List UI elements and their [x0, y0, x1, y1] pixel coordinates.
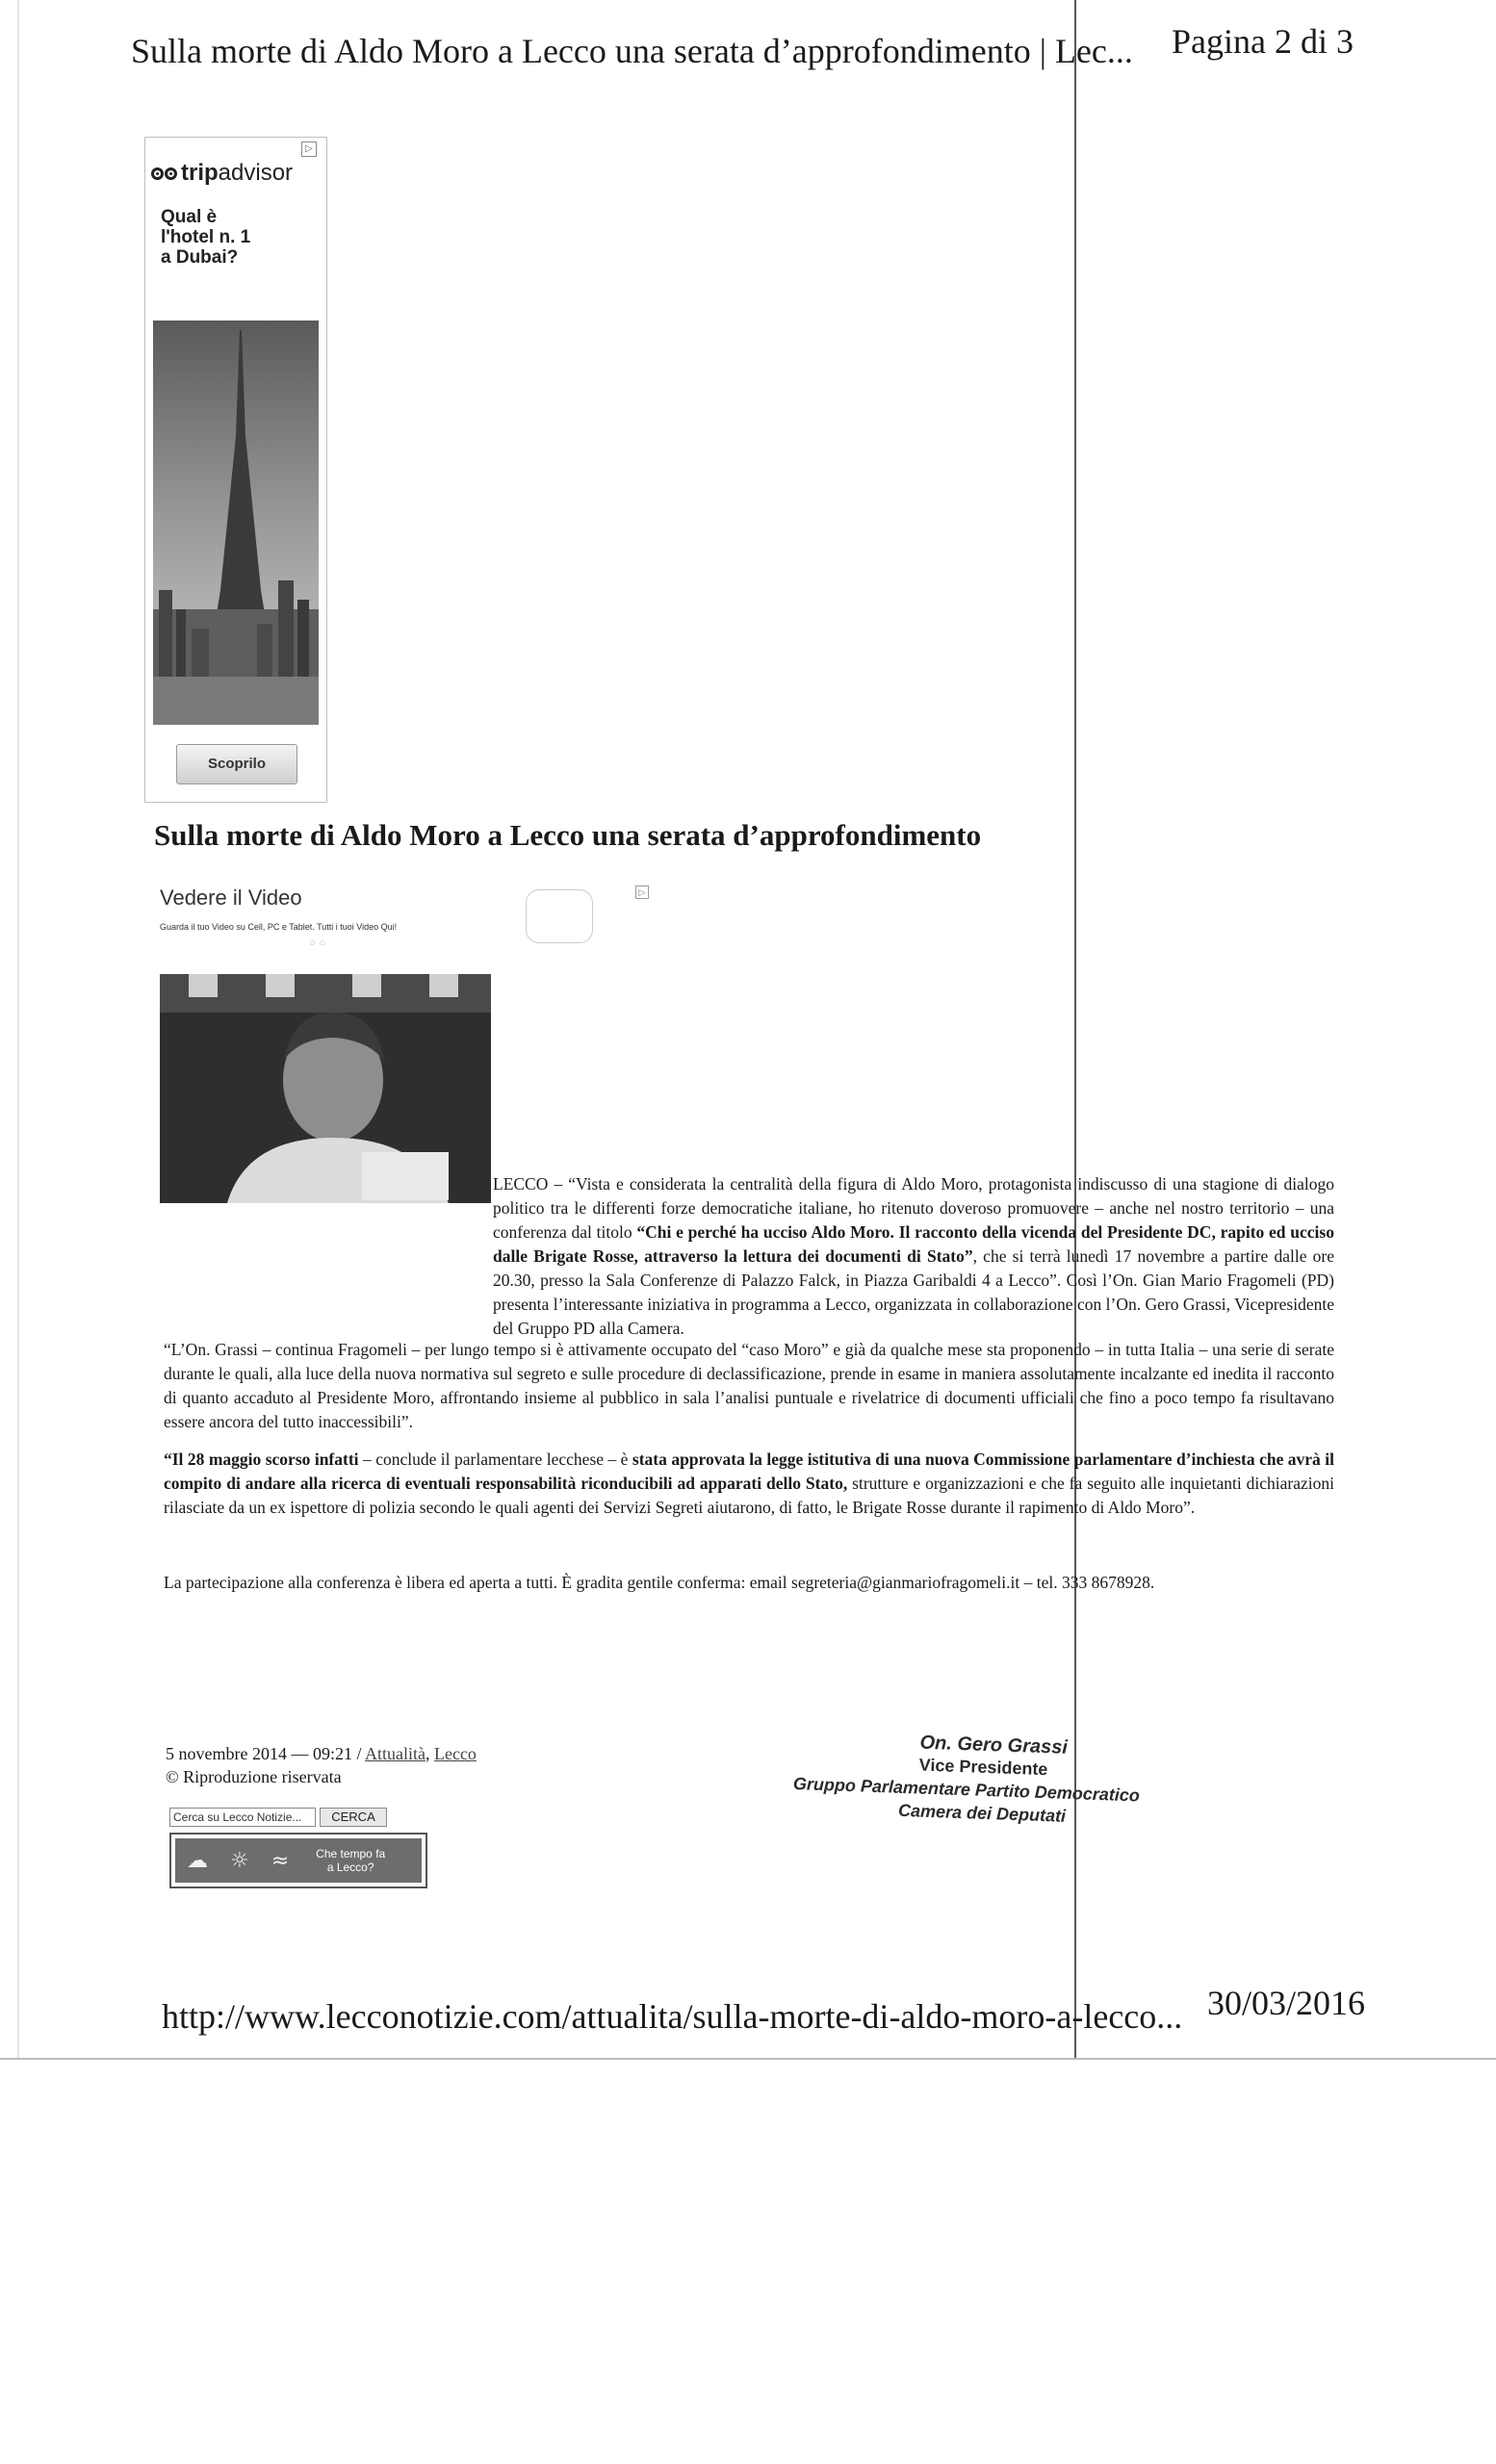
- tripadvisor-logo: [151, 159, 293, 188]
- video-ad-subline: Guarda il tuo Video su Cell, PC e Tablet. Tutti i tuoi Video Qui!: [160, 922, 398, 932]
- search-input[interactable]: Cerca su Lecco Notizie...: [169, 1808, 316, 1827]
- paragraph-1-details: , che si terrà lunedì 17 novembre a partire dalle ore 20.30, presso la Sala Conferenze di Palazzo Falck, in Piazza Garibaldi 4 a Lecco”. Così l’On. Gian Mario Fragomeli (PD) presenta l’interessante iniziativa in programma a Lecco, organizzata in collaborazione con l’On. Gero Grassi, Vicepresidente del Gruppo PD alla Camera.: [493, 1246, 1335, 1338]
- print-page-number: Pagina 2 di 3: [1172, 22, 1354, 61]
- article-paragraph-2: “L’On. Grassi – continua Fragomeli – per lungo tempo si è attivamente occupato del “caso Moro” e già da qualche mese sta proponendo – in tutta Italia – una serie di serate durante le quali, alla luce della nuova normativa sul segreto e sulle procedure di declassificazione, prende in esame in maniera assolutamente incalzante ed inedita il racconto di quanto accaduto al Presidente Moro, affrontando insieme al pubblico in sala l’analisi puntuale e rivelatrice di documenti ufficiali che fino a poco tempo fa risultavano essere ancora del tutto inaccessibili”.: [164, 1340, 1334, 1431]
- scan-border: [17, 0, 19, 2060]
- video-ad-headline[interactable]: Vedere il Video: [160, 886, 302, 910]
- ad-cta-button[interactable]: Scoprilo: [176, 744, 297, 784]
- stamp-name: On. Gero Grassi: [919, 1732, 1069, 1758]
- stamp-chamber: Camera dei Deputati: [897, 1800, 1067, 1826]
- tripadvisor-ad[interactable]: [144, 137, 327, 803]
- ad-headline: Qual è l'hotel n. 1 a Dubai?: [161, 207, 251, 268]
- copyright-notice: © Riproduzione riservata: [166, 1767, 342, 1786]
- site-search: [169, 1808, 420, 1829]
- video-ad[interactable]: [160, 886, 660, 953]
- official-stamp: [791, 1728, 1199, 1848]
- weather-icons: ☁ ☼ ≈: [187, 1848, 297, 1873]
- carousel-dots-icon[interactable]: ○○: [309, 937, 330, 949]
- burj-khalifa-photo: [153, 321, 319, 725]
- print-header: [131, 21, 1354, 70]
- article-paragraph-1: [493, 1172, 1334, 1341]
- category-link-attualita[interactable]: Attualità: [364, 1744, 426, 1763]
- conference-title: “Chi e perché ha ucciso Aldo Moro. Il racconto della vicenda del Presidente DC, rapito ed ucciso dalle Brigate Rosse, attraverso la lettura dei documenti di Stato”: [493, 1222, 1334, 1266]
- weather-widget[interactable]: [169, 1833, 427, 1888]
- category-link-lecco[interactable]: Lecco: [433, 1744, 477, 1763]
- owl-icon: [151, 167, 177, 180]
- paragraph-3-highlight: stata approvata la legge istitutiva di una nuova Commissione parlamentare d’inchiesta che avrà il compito di andare alla ricerca di eventuali responsabilità riconducibili ad apparati dello Stato,: [164, 1450, 1334, 1493]
- print-page-url: http://www.lecconotizie.com/attualita/sulla-morte-di-aldo-moro-a-lecco...: [162, 1997, 1183, 2036]
- adchoices-icon[interactable]: ▷: [635, 886, 649, 899]
- paragraph-3-lead: “Il 28 maggio scorso infatti: [164, 1450, 359, 1469]
- print-date: 30/03/2016: [1206, 1984, 1365, 2022]
- print-footer: [162, 1983, 1365, 2036]
- publish-date: 5 novembre 2014 — 09:21 /: [166, 1744, 365, 1763]
- category-separator: ,: [425, 1744, 434, 1763]
- adchoices-icon[interactable]: ▷: [301, 141, 317, 157]
- scan-page-edge: [0, 2058, 1496, 2060]
- stamp-role: Vice Presidente: [918, 1755, 1048, 1780]
- aldo-moro-photo: [160, 974, 491, 1203]
- article-paragraph-4: La partecipazione alla conferenza è libera ed aperta a tutti. È gradita gentile conferma: email segreteria@gianmariofragomeli.it – tel. 333 8678928.: [164, 1573, 1155, 1592]
- paragraph-3-rest: strutture e organizzazioni e che fa seguito alle inquietanti dichiarazioni rilasciate da un ex ispettore di polizia secondo le quali agenti dei Servizi Segreti aiutarono, di fatto, le Brigate Rosse durante il rapimento di Aldo Moro”.: [164, 1474, 1335, 1517]
- stamp-group: Gruppo Parlamentare Partito Democratico: [792, 1773, 1141, 1806]
- search-button[interactable]: CERCA: [320, 1808, 387, 1827]
- paragraph-1-intro: LECCO – “Vista e considerata la centralità della figura di Aldo Moro, protagonista indiscusso di una stagione di dialogo politico tra le differenti forze democratiche italiane, ho ritenuto doveroso promuovere – anche nel nostro territorio – una conferenza dal titolo: [493, 1174, 1334, 1242]
- paragraph-3-attribution: – conclude il parlamentare lecchese – è: [358, 1450, 632, 1469]
- article-title: Sulla morte di Aldo Moro a Lecco una serata d’approfondimento: [154, 818, 982, 852]
- article-meta: [166, 1742, 570, 1788]
- article-paragraph-3: [164, 1448, 1334, 1520]
- print-page-title: Sulla morte di Aldo Moro a Lecco una serata d’approfondimento | Lec...: [131, 32, 1133, 70]
- weather-label: Che tempo fa a Lecco?: [316, 1847, 386, 1874]
- video-ad-logo[interactable]: [526, 889, 593, 943]
- tripadvisor-wordmark: tripadvisor: [181, 160, 294, 186]
